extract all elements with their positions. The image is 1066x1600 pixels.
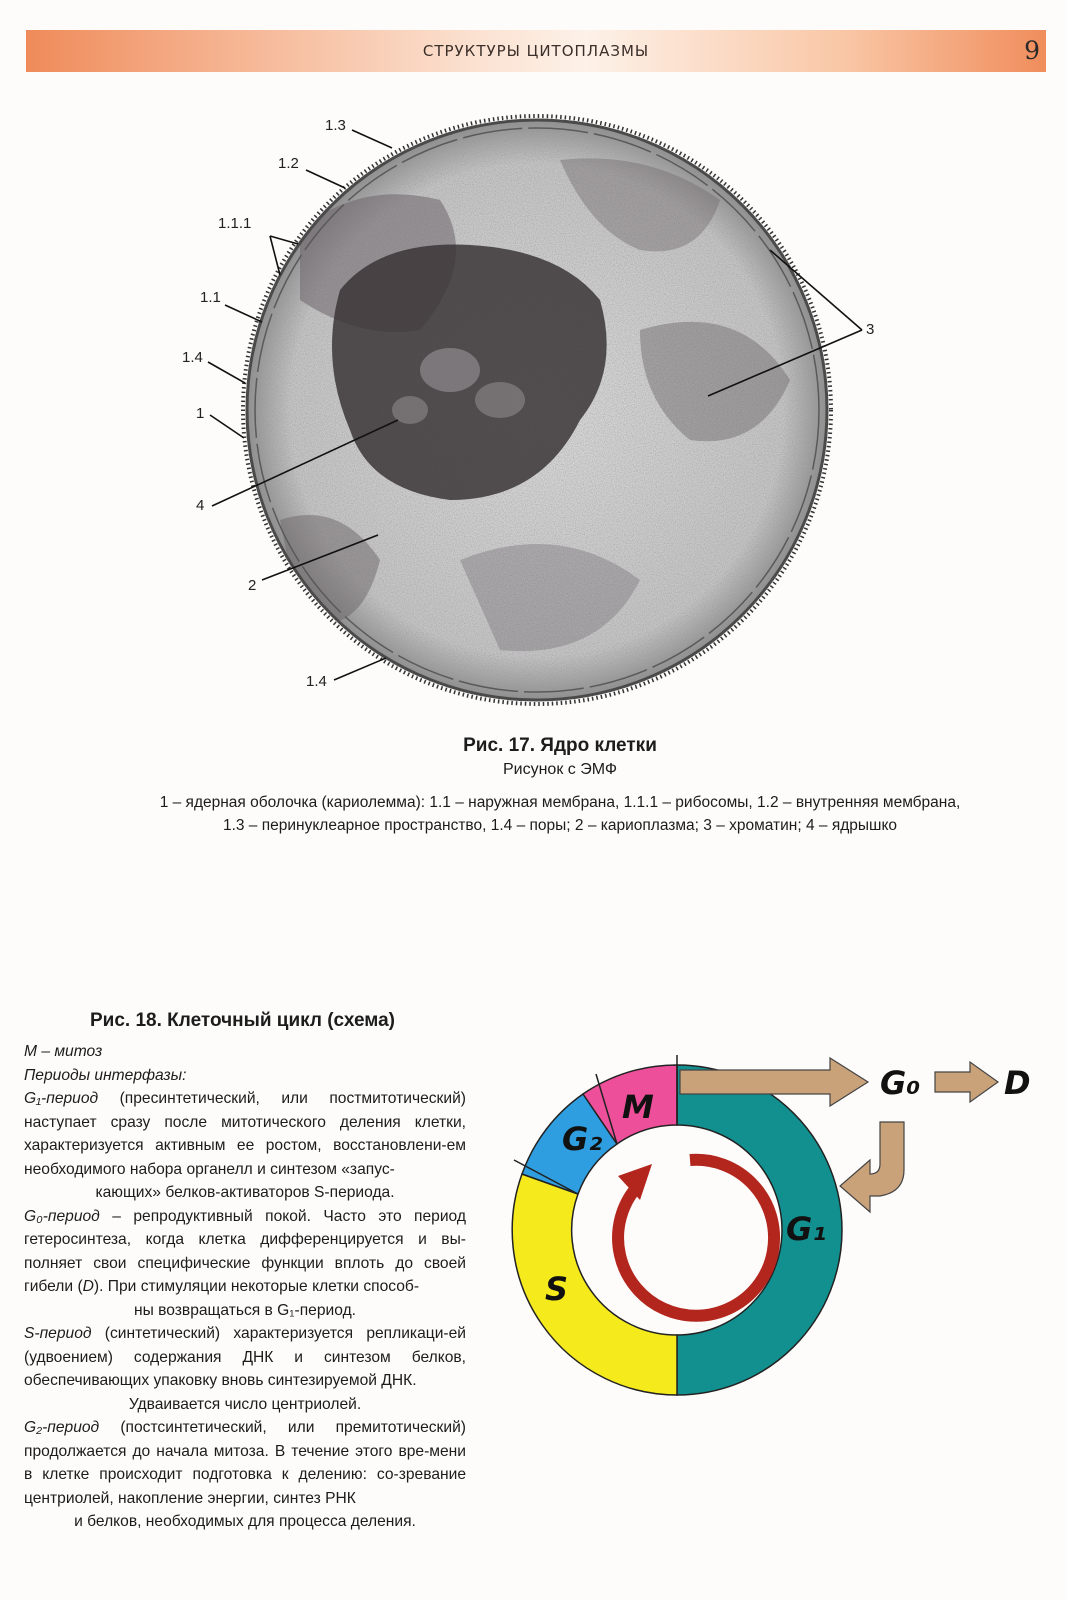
g0-term: G₀-период — [24, 1207, 100, 1225]
label-3: 3 — [866, 321, 875, 338]
label-g2: G₂ — [562, 1120, 603, 1158]
label-d: D — [1004, 1064, 1031, 1102]
label-g0: G₀ — [880, 1064, 921, 1102]
label-1-1: 1.1 — [200, 289, 221, 306]
g1-paragraph — [24, 1087, 466, 1181]
label-1-4-bottom: 1.4 — [306, 673, 327, 690]
g1-term: G₁-период — [24, 1090, 99, 1107]
legend-line: 1.3 – перинуклеарное пространство, 1.4 – поры; 2 – кариоплазма; 3 – хроматин; 4 – ядрышко — [222, 817, 898, 834]
label-s: S — [545, 1270, 569, 1308]
s-body: (синтетический) характеризуется репликаци-ей (удвоением) содержания ДНК и синтезом белков, обеспечивающих упаковку вновь синтезируемой ДНК. — [24, 1325, 466, 1389]
page-number: 9 — [1024, 36, 1040, 65]
label-2: 2 — [248, 577, 257, 594]
death-symbol: D — [82, 1278, 94, 1295]
label-1-1-1: 1.1.1 — [218, 215, 252, 232]
label-4: 4 — [196, 497, 205, 514]
figure-17-legend — [60, 791, 1060, 837]
nucleus-illustration — [0, 90, 1066, 710]
periods-heading: Периоды интерфазы: — [24, 1066, 187, 1084]
g0-body: – репродуктивный покой. Часто это период гетеросинтеза, когда клетка дифференцируется и вы-полняет свои специфические функции вплоть до своей гибели ( — [24, 1207, 466, 1295]
g0-paragraph — [24, 1205, 466, 1299]
g2-body: (постсинтетический, или премитотический) продолжается до начала митоза. В течение этого вре-мени в клетке происходит подготовка к делению: со-зревание центриолей, накопление энергии, синтез РНК — [24, 1419, 466, 1507]
s-tail: Удваивается число центриолей. — [128, 1395, 362, 1413]
figure-17-title: Рис. 17. Ядро клетки — [463, 735, 657, 756]
label-1-3: 1.3 — [325, 117, 346, 134]
g1-body: (пресинтетический, или постмитотический) наступает сразу после митотического деления клетки, характеризуется активным ее ростом, восстановлени-ем необходимого набора органелл и синтезом «запус- — [24, 1090, 466, 1178]
label-1: 1 — [196, 405, 205, 422]
figure-17-caption — [60, 735, 1060, 837]
label-1-2: 1.2 — [278, 155, 299, 172]
s-paragraph — [24, 1322, 466, 1393]
figure-18-title: Рис. 18. Клеточный цикл (схема) — [90, 1010, 395, 1031]
running-header — [26, 30, 1046, 72]
mitosis-definition: М – митоз — [24, 1043, 103, 1060]
g1-tail: кающих» белков-активаторов S-периода. — [95, 1184, 395, 1201]
label-m: M — [622, 1088, 654, 1126]
label-g1: G₁ — [786, 1210, 827, 1248]
g0-body-2: ). При стимуляции некоторые клетки способ- — [93, 1278, 420, 1295]
label-1-4-top: 1.4 — [182, 349, 203, 366]
legend-line: 1 – ядерная оболочка (кариолемма): 1.1 – наружная мембрана, 1.1.1 – рибосомы, 1.2 – внутренняя мембрана, — [159, 794, 961, 811]
arrow-to-death — [935, 1062, 998, 1102]
g0-tail: ны возвращаться в G₁-период. — [134, 1301, 356, 1319]
s-term: S-период — [24, 1325, 92, 1342]
figure-18-description — [24, 1040, 466, 1534]
cell-cycle-diagram — [490, 1050, 1050, 1410]
arrow-return-to-g1 — [840, 1122, 904, 1212]
g2-tail: и белков, необходимых для процесса деления. — [74, 1513, 416, 1530]
phase-s-segment — [512, 1174, 677, 1395]
running-title: СТРУКТУРЫ ЦИТОПЛАЗМЫ — [422, 42, 650, 60]
g2-paragraph — [24, 1416, 466, 1510]
g2-term: G₂-период — [24, 1419, 100, 1436]
figure-17-subtitle: Рисунок с ЭМФ — [502, 761, 618, 778]
